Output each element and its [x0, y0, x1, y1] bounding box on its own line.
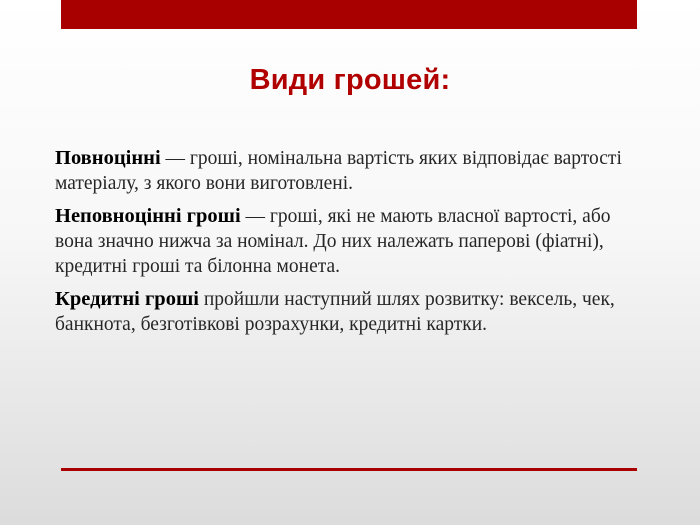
definition-token-money: — гроші, які не мають власної вартості, або вона значно нижча за номінал. До них належать паперові (фіатні), кредитні гроші та білонна монета. [55, 206, 611, 277]
paragraph-full-value-money [55, 146, 645, 196]
slide-title: Види грошей: [249, 64, 451, 96]
definition-full-value-money: — гроші, номінальна вартість яких відповідає вартості матеріалу, з якого вони виготовлені. [55, 148, 622, 194]
term-token-money: Неповноцінні гроші [55, 205, 241, 227]
term-full-value-money: Повноцінні [55, 147, 161, 169]
term-credit-money: Кредитні гроші [55, 288, 199, 310]
paragraph-token-money [55, 204, 645, 279]
slide-body [55, 146, 645, 345]
paragraph-credit-money [55, 287, 645, 337]
definition-credit-money: пройшли наступний шлях розвитку: вексель, чек, банкнота, безготівкові розрахунки, кредитні картки. [55, 289, 615, 335]
top-accent-bar [61, 0, 637, 29]
bottom-divider-line [61, 468, 637, 471]
